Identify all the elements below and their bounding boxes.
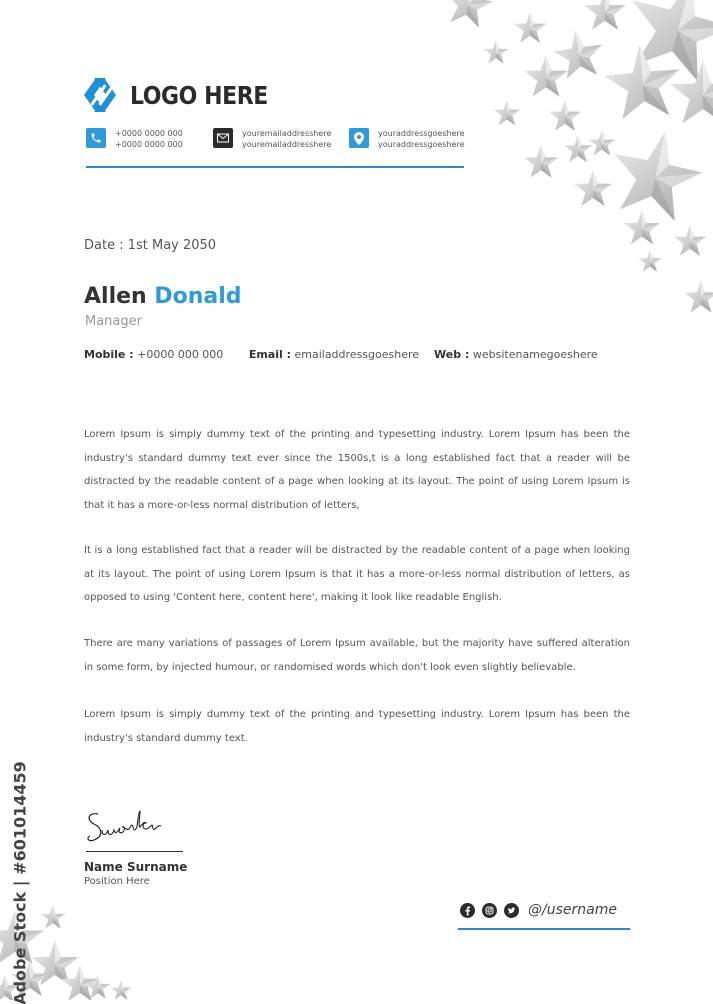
address-line-1: youraddressgoeshere (378, 129, 465, 138)
body-paragraph-3: There are many variations of passages of Lorem Ipsum available, but the majority have suffered alteration in some form, by injected humour, or randomised words which don't look even slightly believable. (84, 638, 630, 673)
instagram-icon[interactable] (482, 903, 497, 918)
stock-watermark (8, 760, 32, 1004)
letter-date: Date : 1st May 2050 (84, 238, 217, 253)
signatory-position: Position Here (84, 876, 150, 887)
last-name: Donald (154, 284, 242, 309)
social-links (460, 902, 617, 918)
contact-phone (86, 128, 183, 150)
email-text (242, 128, 331, 150)
mobile-value: +0000 000 000 (137, 348, 224, 361)
handwritten-signature (84, 806, 194, 852)
logo-text: LOGO HERE (130, 80, 268, 110)
envelope-icon (213, 128, 233, 148)
contact-address (349, 128, 465, 150)
contact-email (213, 128, 331, 150)
logo-mark-icon (84, 78, 122, 112)
phone-text (115, 128, 183, 150)
job-title: Manager (85, 314, 142, 329)
facebook-icon[interactable] (460, 903, 475, 918)
body-paragraph-1: Lorem Ipsum is simply dummy text of the printing and typesetting industry. Lorem Ipsum has been the industry's standard dummy text ever since the 1500s,t is a long established fact that a reader will be distracted by the readable content of a page when looking at its layout. The point of using Lorem Ipsum is that it has a more-or-less normal distribution of letters, (84, 429, 630, 511)
header-contact-row (86, 128, 464, 154)
address-line-2: youraddressgoeshere (378, 140, 465, 149)
phone-icon (86, 128, 106, 148)
email-value: emailaddressgoeshere (294, 348, 420, 361)
twitter-icon[interactable] (504, 903, 519, 918)
web-value: websitenamegoeshere (472, 348, 598, 361)
decorative-stars-top (383, 0, 713, 330)
watermark-text: Adobe Stock | #601014459 (10, 760, 30, 1004)
body-paragraph-4: Lorem Ipsum is simply dummy text of the printing and typesetting industry. Lorem Ipsum has been the industry's standard dummy text. (84, 709, 630, 744)
email-label: Email : (248, 348, 291, 361)
email-line-1: youremailaddresshere (242, 129, 332, 138)
logo (84, 78, 287, 112)
first-name: Allen (84, 284, 147, 309)
mobile-label: Mobile : (84, 348, 134, 361)
email-line-2: youremailaddresshere (242, 140, 332, 149)
body-paragraph-2: It is a long established fact that a reader will be distracted by the readable content of a page when looking at its layout. The point of using Lorem Ipsum is that it has a more-or-less normal distribution of letters, as opposed to using 'Content here, content here', making it look like readable English. (84, 545, 630, 603)
phone-line-1: +0000 0000 000 (115, 129, 183, 138)
header-divider (86, 166, 464, 168)
recipient-name (84, 284, 242, 309)
contact-info-row (84, 348, 598, 361)
social-handle[interactable]: @/username (528, 902, 617, 918)
location-pin-icon (349, 128, 369, 148)
address-text (378, 128, 465, 150)
signature-line (86, 851, 183, 852)
footer-divider (458, 928, 630, 930)
web-label: Web : (434, 348, 470, 361)
signatory-name: Name Surname (84, 860, 188, 874)
phone-line-2: +0000 0000 000 (115, 140, 183, 149)
